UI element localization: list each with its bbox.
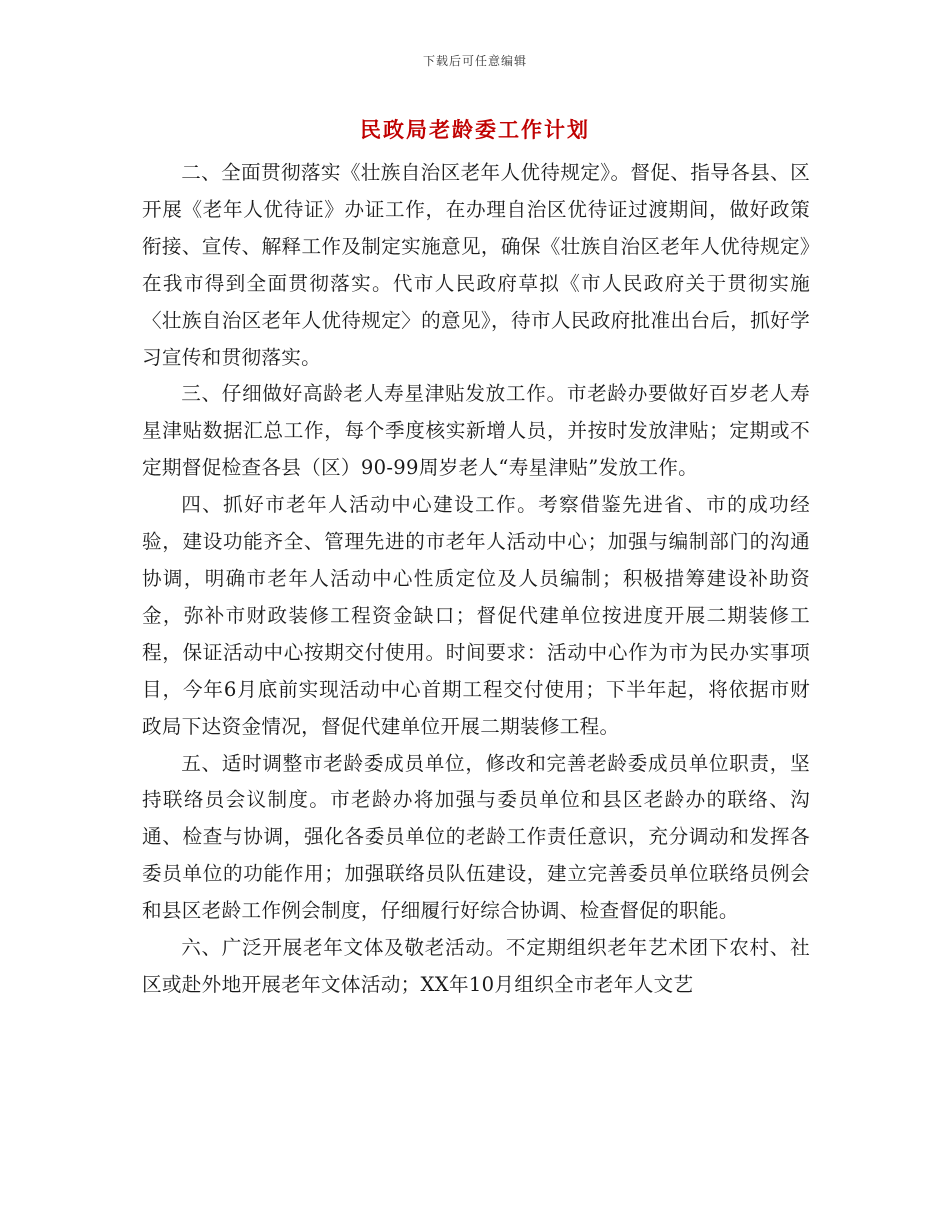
paragraph-item-5: 五、适时调整市老龄委成员单位，修改和完善老龄委成员单位职责，坚持联络员会议制度。市老龄办将加强与委员单位和县区老龄办的联络、沟通、检查与协调，强化各委员单位的老龄工作责任意识，充分调动和发挥各委员单位的功能作用；加强联络员队伍建设，建立完善委员单位联络员例会和县区老龄工作例会制度，仔细履行好综合协调、检查督促的职能。 (142, 751, 810, 923)
paragraph-item-6: 六、广泛开展老年文体及敬老活动。不定期组织老年艺术团下农村、社区或赴外地开展老年文体活动；XX年10月组织全市老年人文艺 (142, 936, 810, 996)
paragraph-item-2: 二、全面贯彻落实《壮族自治区老年人优待规定》。督促、指导各县、区开展《老年人优待证》办证工作，在办理自治区优待证过渡期间，做好政策衔接、宣传、解释工作及制定实施意见，确保《壮族自治区老年人优待规定》在我市得到全面贯彻落实。代市人民政府草拟《市人民政府关于贯彻实施〈壮族自治区老年人优待规定〉的意见》，待市人民政府批准出台后，抓好学习宣传和贯彻落实。 (142, 161, 810, 369)
document-title: 民政局老龄委工作计划 (360, 118, 590, 142)
document-body (142, 155, 810, 1004)
paragraph-item-4: 四、抓好市老年人活动中心建设工作。考察借鉴先进省、市的成功经验，建设功能齐全、管理先进的市老年人活动中心；加强与编制部门的沟通协调，明确市老年人活动中心性质定位及人员编制；积极措筹建设补助资金，弥补市财政装修工程资金缺口；督促代建单位按进度开展二期装修工程，保证活动中心按期交付使用。时间要求：活动中心作为市为民办实事项目，今年6月底前实现活动中心首期工程交付使用；下半年起，将依据市财政局下达资金情况，督促代建单位开展二期装修工程。 (142, 493, 810, 738)
header-note: 下载后可任意编辑 (422, 54, 527, 68)
paragraph-item-3: 三、仔细做好高龄老人寿星津贴发放工作。市老龄办要做好百岁老人寿星津贴数据汇总工作，每个季度核实新增人员，并按时发放津贴；定期或不定期督促检查各县（区）90-99周岁老人“寿星津贴”发放工作。 (142, 382, 810, 480)
